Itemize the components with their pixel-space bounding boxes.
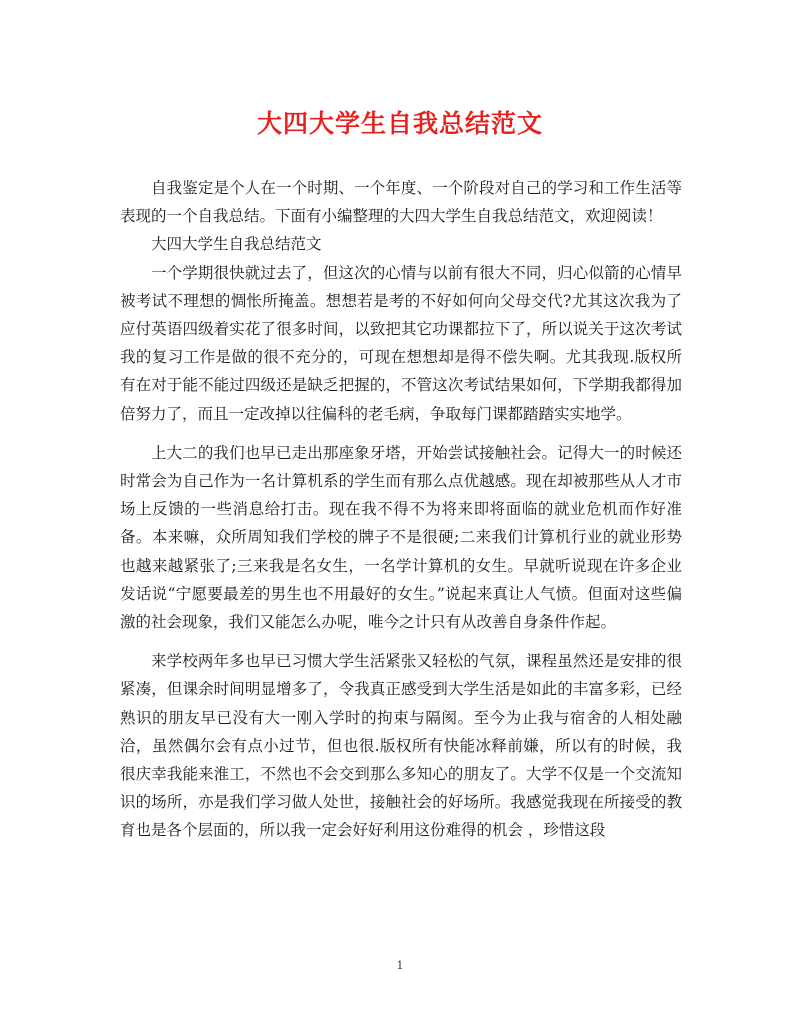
body-paragraph-2: 上大二的我们也早已走出那座象牙塔，开始尝试接触社会。记得大一的时候还时常会为自己作为一名计算机系的学生而有那么点优越感。现在却被那些从人才市场上反馈的一些消息给打击。现在我不得不为将来即将面临的就业危机而作好准备。本来嘛，众所周知我们学校的牌子不是很硬;二来我们计算机行业的就业形势也越来越紧张了;三来我是名女生，一名学计算机的女生。早就听说现在许多企业发话说“宁愿要最差的男生也不用最好的女生。”说起来真让人气愤。但面对这些偏激的社会现象，我们又能怎么办呢，唯今之计只有从改善自身条件作起。: [120, 443, 682, 632]
page-number: 1: [396, 959, 404, 972]
intro-paragraph: 自我鉴定是个人在一个时期、一个年度、一个阶段对自己的学习和工作生活等表现的一个自我总结。下面有小编整理的大四大学生自我总结范文，欢迎阅读！: [120, 179, 682, 226]
document-body: [120, 174, 682, 845]
body-paragraph-1: 一个学期很快就过去了，但这次的心情与以前有很大不同，归心似箭的心情早被考试不理想的惆怅所掩盖。想想若是考的不好如何向父母交代?尤其这次我为了应付英语四级着实花了很多时间，以致把其它功课都拉下了，所以说关于这次考试我的复习工作是做的很不充分的，可现在想想却是得不偿失啊。尤其我现.版权所有在对于能不能过四级还是缺乏把握的，不管这次考试结果如何，下学期我都得加倍努力了，而且一定改掉以往偏科的老毛病，争取每门课都踏踏实实地学。: [120, 263, 682, 423]
section-heading: 大四大学生自我总结范文: [151, 235, 322, 254]
body-paragraph-3: 来学校两年多也早已习惯大学生活紧张又轻松的气氛，课程虽然还是安排的很紧凑，但课余时间明显增多了，令我真正感受到大学生活是如此的丰富多彩，已经熟识的朋友早已没有大一刚入学时的拘束与隔阂。至今为止我与宿舍的人相处融洽，虽然偶尔会有点小过节，但也很.版权所有快能冰释前嫌，所以有的时候，我很庆幸我能来淮工，不然也不会交到那么多知心的朋友了。大学不仅是一个交流知识的场所，亦是我们学习做人处世，接触社会的好场所。我感觉我现在所接受的教育也是各个层面的，所以我一定会好好利用这份难得的机会 ，珍惜这段: [120, 652, 682, 840]
document-title: 大四大学生自我总结范文: [256, 109, 543, 138]
